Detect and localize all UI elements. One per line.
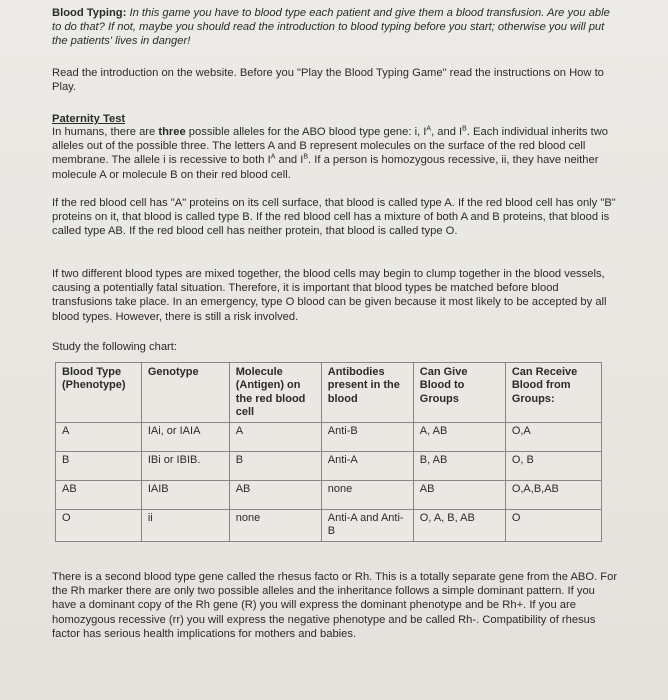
cell-phenotype: AB [56, 481, 142, 510]
alleles-text-e: and I [275, 154, 304, 167]
paternity-test-heading: Paternity Test [52, 113, 126, 125]
mixing-blood-paragraph: If two different blood types are mixed together, the blood cells may begin to clump together in the blood vessels, causing a potentially fatal situation. Therefore, it is important that blood types be matched before blood transfusions take place. In an emergency, type O blood can be given because it most likely to be accepted by all blood types. However, there is still a risk involved. [52, 268, 607, 323]
cell-antibodies: Anti-B [321, 423, 413, 452]
cell-antigen: AB [229, 481, 321, 510]
cell-antigen: B [229, 452, 321, 481]
cell-phenotype: B [56, 452, 142, 481]
blood-type-definition-paragraph: If the red blood cell has "A" proteins on its cell surface, that blood is called type A. If the red blood cell has only "B" proteins on it, that blood is called type B. If the red blood cell has a mixture of both A and B proteins, that blood is called type AB. If the red blood cell has neither protein, that blood is called type O. [52, 197, 616, 238]
alleles-text-bold: three [158, 126, 186, 138]
cell-genotype: IAi, or IAIA [141, 423, 229, 452]
table-row [56, 423, 602, 452]
cell-can-give: A, AB [413, 423, 505, 452]
cell-can-give: O, A, B, AB [413, 510, 505, 542]
header-genotype: Genotype [141, 363, 229, 423]
superscript-a-2: A [270, 153, 276, 161]
cell-genotype: IBi or IBIB. [141, 452, 229, 481]
cell-can-receive: O, B [505, 452, 601, 481]
header-antigen: Molecule (Antigen) on the red blood cell [229, 363, 321, 423]
alleles-text-b: possible alleles for the ABO blood type gene: i, I [185, 126, 427, 138]
superscript-b-2: B [303, 153, 309, 161]
intro-text: In this game you have to blood type each patient and give them a blood transfusion. Are you able to do that? If not, maybe you should read the introduction to blood typing before you start; otherwise you will put the patients' lives in danger! [52, 7, 610, 48]
cell-antibodies: none [321, 481, 413, 510]
header-antibodies: Antibodies present in the blood [321, 363, 413, 423]
blood-type-chart [55, 362, 602, 542]
cell-antigen: none [229, 510, 321, 542]
rhesus-factor-paragraph: There is a second blood type gene called the rhesus facto or Rh. This is a totally separate gene from the ABO. For the Rh marker there are only two possible alleles and the inheritance follows a simple dominant pattern. If you have a dominant copy of the Rh gene (R) you will express the dominant phenotype and be Rh+. If you are homozygous recessive (rr) you will express the negative phenotype and be called Rh-. Compatibility of rhesus factor has serious health implications for mothers and babies. [52, 571, 618, 640]
cell-genotype: ii [141, 510, 229, 542]
table-row [56, 510, 602, 542]
cell-antibodies: Anti-A and Anti-B [321, 510, 413, 542]
intro-title: Blood Typing: [52, 7, 127, 19]
cell-can-give: AB [413, 481, 505, 510]
table-row [56, 481, 602, 510]
header-phenotype: Blood Type (Phenotype) [56, 363, 142, 423]
alleles-text-f: . If a person is homozygous recessive, ii, they have neither molecule A or molecule B on their red blood cell. [52, 154, 599, 181]
study-chart-label: Study the following chart: [52, 341, 177, 353]
intro-paragraph [52, 6, 622, 49]
read-instructions-paragraph: Read the introduction on the website. Before you "Play the Blood Typing Game" read the instructions on How to Play. [52, 67, 604, 94]
superscript-a: A [426, 125, 432, 133]
alleles-text-c: , and I [431, 126, 463, 138]
cell-phenotype: O [56, 510, 142, 542]
cell-phenotype: A [56, 423, 142, 452]
table-row [56, 452, 602, 481]
cell-antibodies: Anti-A [321, 452, 413, 481]
alleles-paragraph [52, 125, 622, 182]
cell-can-receive: O,A,B,AB [505, 481, 601, 510]
alleles-text-a: In humans, there are [52, 126, 159, 138]
header-can-receive: Can Receive Blood from Groups: [505, 363, 601, 423]
chart-header-row [56, 363, 602, 423]
cell-can-receive: O [505, 510, 601, 542]
superscript-b: B [462, 125, 467, 133]
alleles-text-d: . Each individual inherits two alleles out of the possible three. The letters A and B represent molecules on the surface of the red blood cell membrane. The allele i is recessive to both I [52, 126, 609, 167]
cell-antigen: A [229, 423, 321, 452]
cell-can-give: B, AB [413, 452, 505, 481]
cell-genotype: IAIB [141, 481, 229, 510]
header-can-give: Can Give Blood to Groups [413, 363, 505, 423]
cell-can-receive: O,A [505, 423, 601, 452]
